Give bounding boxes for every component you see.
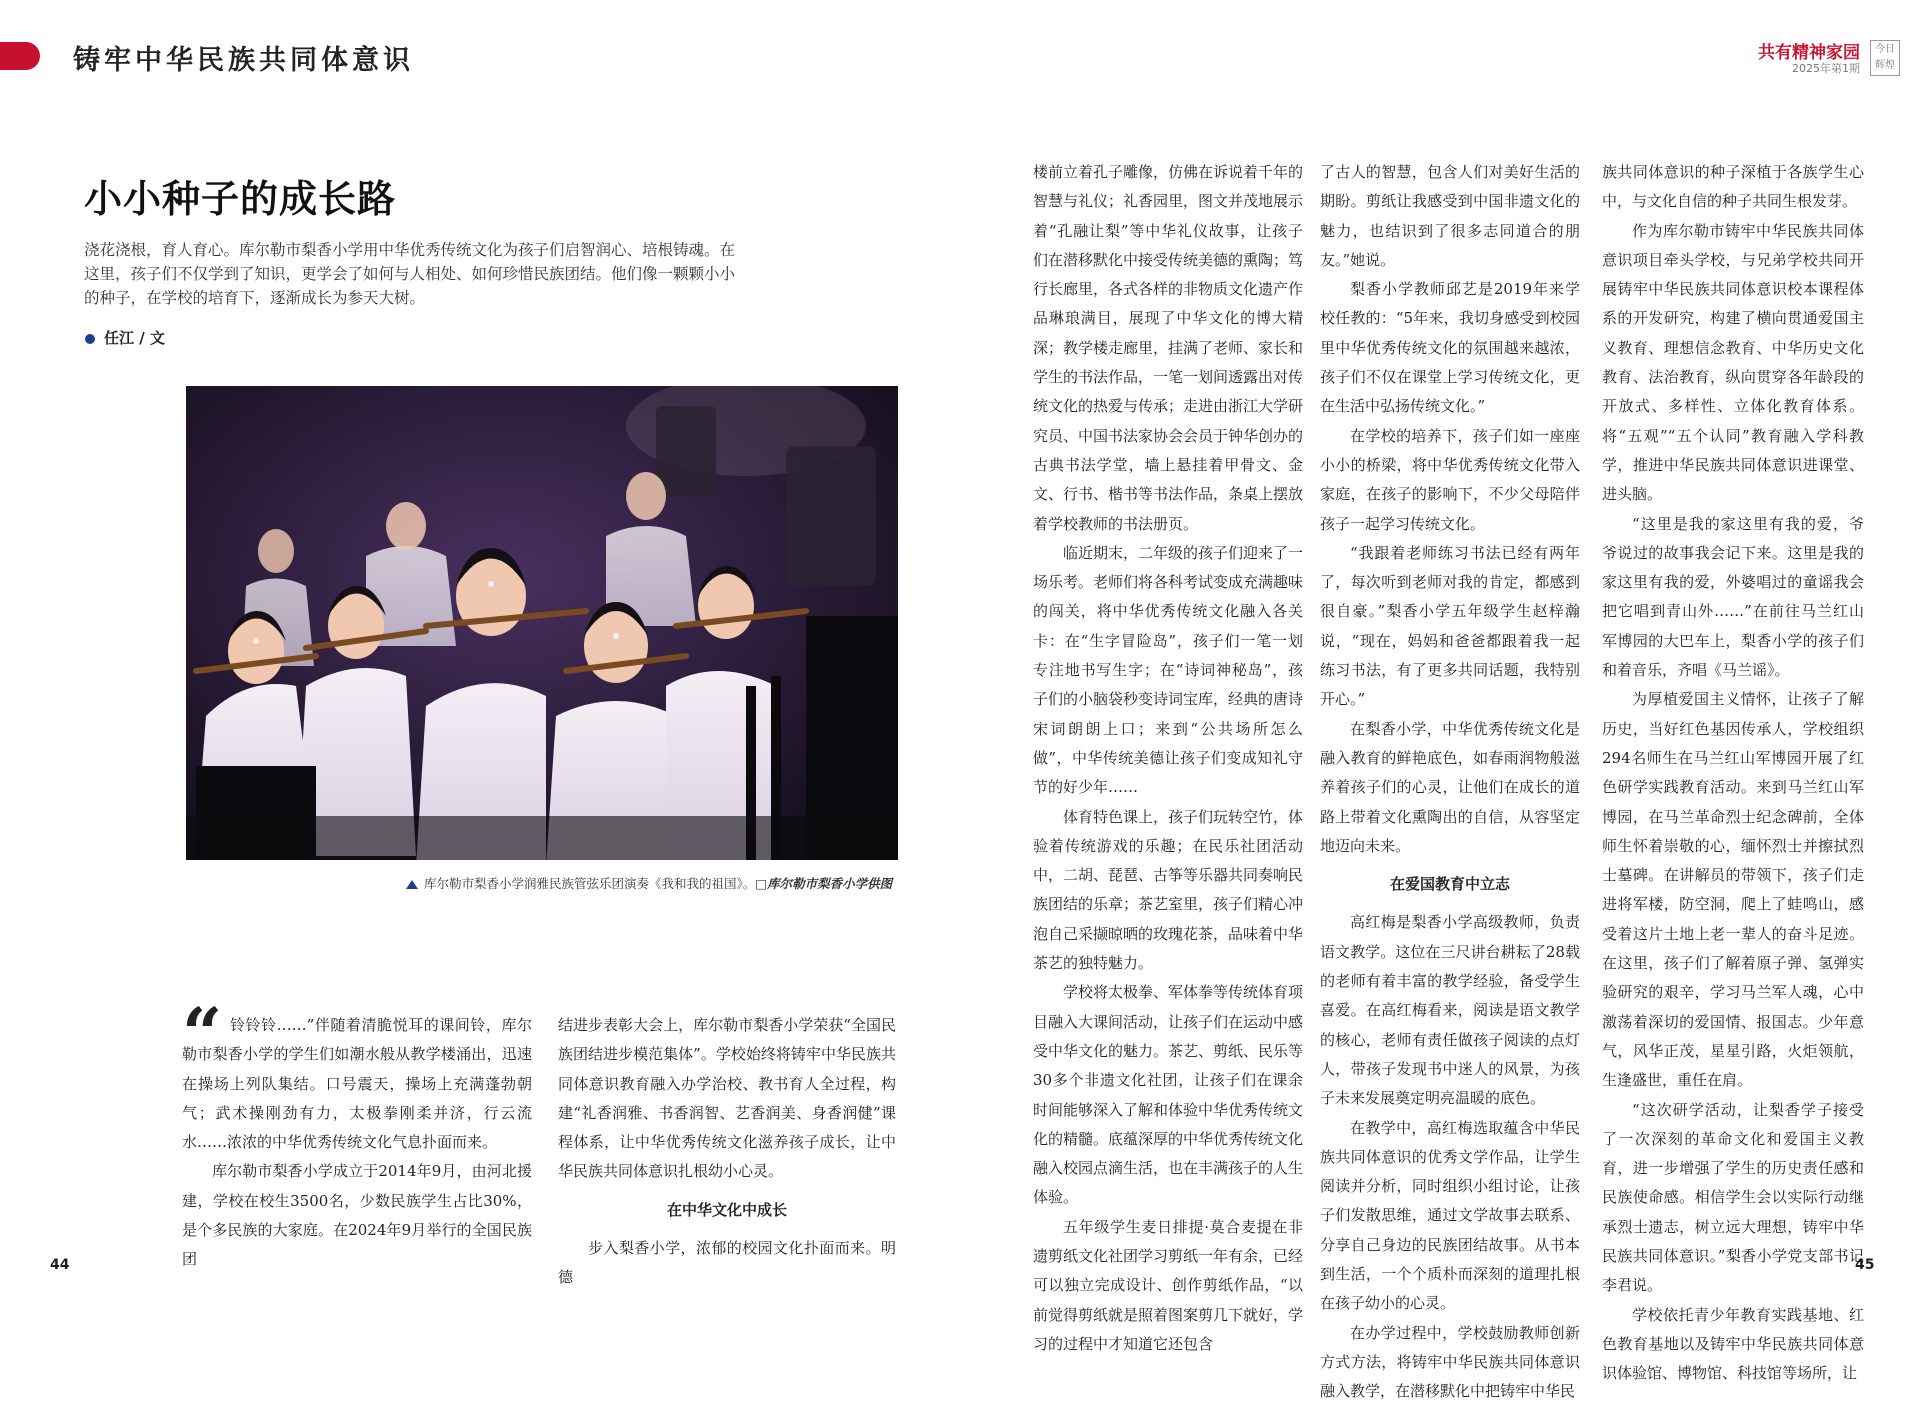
magazine-name: 共有精神家园 bbox=[1758, 43, 1860, 63]
paragraph: 了古人的智慧，包含人们对美好生活的期盼。剪纸让我感受到中国非遗文化的魅力，也结识到了很多志同道合的朋友。”她说。 bbox=[1320, 163, 1580, 269]
author-bullet-icon bbox=[85, 334, 95, 344]
paragraph: 结进步表彰大会上，库尔勒市梨香小学荣获“全国民族团结进步模范集体”。学校始终将铸牢中华民族共同体意识教育融入办学治校、教书育人全过程，构建“礼香润雅、书香润智、艺香润美、身香润健”课程体系，让中华优秀传统文化滋养孩子成长，让中华民族共同体意识扎根幼小心灵。 bbox=[558, 1016, 896, 1181]
page-number-left: 44 bbox=[50, 1257, 70, 1273]
photo-credit: □库尔勒市梨香小学供图 bbox=[755, 876, 893, 891]
paragraph: 在教学中，高红梅选取蕴含中华民族共同体意识的优秀文学作品，让学生阅读并分析，同时组织小组讨论，让孩子们发散思维，通过文学故事去联系、分享自己身边的民族团结故事。从书本到生活，一个个质朴而深刻的道理扎根在孩子幼小的心灵。 bbox=[1320, 1118, 1580, 1313]
body-column-2 bbox=[558, 1011, 896, 1293]
magazine-issue: 2025年第1期 bbox=[1792, 62, 1860, 75]
paragraph: 楼前立着孔子雕像，仿佛在诉说着千年的智慧与礼仪；礼香园里，图文并茂地展示着“孔融让梨”等中华礼仪故事，让孩子们在潜移默化中接受传统美德的熏陶；笃行长廊里，各式各样的非物质文化遗产作品琳琅满目，展现了中华文化的博大精深；教学楼走廊里，挂满了老师、家长和学生的书法作品，一笔一划间透露出对传统文化的热爱与传承；走进由浙江大学研究员、中国书法家协会会员于钟华创办的古典书法学堂，墙上悬挂着甲骨文、金文、行书、楷书等书法作品，条桌上摆放着学校教师的书法册页。 bbox=[1033, 163, 1304, 533]
paragraph: 作为库尔勒市铸牢中华民族共同体意识项目牵头学校，与兄弟学校共同开展铸牢中华民族共同体意识校本课程体系的开发研究，构建了横向贯通爱国主义教育、理想信念教育、中华历史文化教育、法治教育，纵向贯穿各年龄段的开放式、多样性、立体化教育体系。将“五观”“五个认同”教育融入学科教学，推进中华民族共同体意识进课堂、进头脑。 bbox=[1602, 221, 1864, 504]
section-tab-marker bbox=[0, 42, 40, 70]
paragraph: 在办学过程中，学校鼓励教师创新方式方法，将铸牢中华民族共同体意识融入教学，在潜移默化中把铸牢中华民 bbox=[1320, 1323, 1580, 1401]
paragraph: 高红梅是梨香小学高级教师，负责语文教学。这位在三尺讲台耕耘了28载的老师有着丰富的教学经验，备受学生喜爱。在高红梅看来，阅读是语文教学的核心，老师有责任做孩子阅读的点灯人，带孩子发现书中迷人的风景，为孩子未来发展奠定明亮温暖的底色。 bbox=[1320, 913, 1580, 1108]
body-column-3 bbox=[1033, 158, 1303, 1359]
paragraph: 铃铃铃……”伴随着清脆悦耳的课间铃，库尔勒市梨香小学的学生们如潮水般从教学楼涌出，迅速在操场上列队集结。口号震天，操场上充满蓬勃朝气；武术操刚劲有力，太极拳刚柔并济，行云流水……浓浓的中华优秀传统文化气息扑面而来。 bbox=[182, 1016, 532, 1152]
paragraph: “我跟着老师练习书法已经有两年了，每次听到老师对我的肯定，都感到很自豪。”梨香小学五年级学生赵梓瀚说，“现在，妈妈和爸爸都跟着我一起练习书法，有了更多共同话题，我特别开心。” bbox=[1320, 543, 1580, 709]
section-heading: 在爱国教育中立志 bbox=[1389, 875, 1510, 894]
paragraph: “这次研学活动，让梨香学子接受了一次深刻的革命文化和爱国主义教育，进一步增强了学生的历史责任感和民族使命感。相信学生会以实际行动继承烈士遗志，树立远大理想，铸牢中华民族共同体意识。”梨香小学党支部书记李君说。 bbox=[1602, 1100, 1864, 1295]
paragraph: 学校将太极拳、军体拳等传统体育项目融入大课间活动，让孩子们在运动中感受中华文化的魅力。茶艺、剪纸、民乐等30多个非遗文化社团，让孩子们在课余时间能够深入了解和体验中华优秀传统文化的精髓。底蕴深厚的中华优秀传统文化融入校园点滴生活，也在丰满孩子的人生体验。 bbox=[1033, 983, 1304, 1207]
body-column-1 bbox=[182, 1011, 532, 1275]
caption-arrow-icon bbox=[406, 880, 418, 889]
section-title: 铸牢中华民族共同体意识 bbox=[73, 45, 414, 76]
paragraph: 在梨香小学，中华优秀传统文化是融入教育的鲜艳底色，如春雨润物般滋养着孩子们的心灵，让他们在成长的道路上带着文化熏陶出的自信，从容坚定地迈向未来。 bbox=[1320, 719, 1580, 855]
article-lead: 浇花浇根，育人育心。库尔勒市梨香小学用中华优秀传统文化为孩子们启智润心、培根铸魂。在这里，孩子们不仅学到了知识，更学会了如何与人相处、如何珍惜民族团结。他们像一颗颗小小的种子，在学校的培育下，逐渐成长为参天大树。 bbox=[84, 241, 736, 307]
article-author: 任江 / 文 bbox=[104, 329, 165, 347]
opening-quote-mark: “ bbox=[182, 992, 223, 1075]
paragraph: 库尔勒市梨香小学成立于2014年9月，由河北援建，学校在校生3500名，少数民族学生占比30%，是个多民族的大家庭。在2024年9月举行的全国民族团 bbox=[182, 1162, 532, 1269]
paragraph: 在学校的培养下，孩子们如一座座小小的桥梁，将中华优秀传统文化带入家庭，在孩子的影响下，不少父母陪伴孩子一起学习传统文化。 bbox=[1320, 426, 1580, 533]
paragraph: 步入梨香小学，浓郁的校园文化扑面而来。明德 bbox=[558, 1239, 896, 1287]
orchestra-photo bbox=[186, 386, 898, 860]
section-heading: 在中华文化中成长 bbox=[666, 1200, 787, 1219]
paragraph: 五年级学生麦日排提·莫合麦提在非遗剪纸文化社团学习剪纸一年有余，已经可以独立完成设计、创作剪纸作品，“以前觉得剪纸就是照着图案剪几下就好，学习的过程中才知道它还包含 bbox=[1033, 1217, 1304, 1353]
paragraph: 梨香小学教师邱艺是2019年来学校任教的：“5年来，我切身感受到校园里中华优秀传统文化的氛围越来越浓，孩子们不仅在课堂上学习传统文化，更在生活中弘扬传统文化。” bbox=[1320, 280, 1580, 416]
photo-caption-text: 库尔勒市梨香小学润雅民族管弦乐团演奏《我和我的祖国》。 bbox=[424, 876, 756, 891]
orchestra-photo-illustration bbox=[186, 386, 898, 860]
article-title: 小小种子的成长路 bbox=[84, 177, 397, 221]
paragraph: “这里是我的家这里有我的爱，爷爷说过的故事我会记下来。这里是我的家这里有我的爱，外婆唱过的童谣我会把它唱到青山外……”在前往马兰红山军博园的大巴车上，梨香小学的孩子们和着音乐，齐唱《马兰谣》。 bbox=[1602, 514, 1864, 680]
paragraph: 临近期末，二年级的孩子们迎来了一场乐考。老师们将各科考试变成充满趣味的闯关，将中华优秀传统文化融入各关卡：在“生字冒险岛”，孩子们一笔一划专注地书写生字；在“诗词神秘岛”，孩子们的小脑袋秒变诗词宝库，经典的唐诗宋词朗朗上口；来到“公共场所怎么做”，中华传统美德让孩子们变成知礼守节的好少年…… bbox=[1033, 543, 1304, 797]
paragraph: 族共同体意识的种子深植于各族学生心中，与文化自信的种子共同生根发芽。 bbox=[1602, 163, 1864, 211]
paragraph: 为厚植爱国主义情怀，让孩子了解历史，当好红色基因传承人，学校组织294名师生在马兰红山军博园开展了红色研学实践教育活动。来到马兰红山军博园，在马兰革命烈士纪念碑前，全体师生怀着崇敬的心，缅怀烈士并擦拭烈士墓碑。在讲解员的带领下，孩子们走进将军楼，防空洞，爬上了蛙鸣山，感受着这片土地上老一辈人的奋斗足迹。在这里，孩子们了解着原子弹、氢弹实验研究的艰辛，学习马兰军人魂，心中激荡着深切的爱国情、报国志。少年意气，风华正茂，星星引路，火炬领航，生逢盛世，重任在肩。 bbox=[1602, 690, 1864, 1090]
body-column-5 bbox=[1602, 158, 1864, 1388]
photo-caption bbox=[424, 874, 892, 892]
paragraph: 体育特色课上，孩子们玩转空竹，体验着传统游戏的乐趣；在民乐社团活动中，二胡、琵琶、古筝等乐器共同奏响民族团结的乐章；茶艺室里，孩子们精心冲泡自己采撷晾晒的玫瑰花茶，品味着中华茶艺的独特魅力。 bbox=[1033, 807, 1304, 973]
paragraph: 学校依托青少年教育实践基地、红色教育基地以及铸牢中华民族共同体意识体验馆、博物馆、科技馆等场所，让 bbox=[1602, 1305, 1864, 1383]
magazine-badge: 今日 辉煌 bbox=[1870, 40, 1900, 76]
page-number-right: 45 bbox=[1855, 1257, 1875, 1273]
body-column-4 bbox=[1320, 158, 1580, 1406]
